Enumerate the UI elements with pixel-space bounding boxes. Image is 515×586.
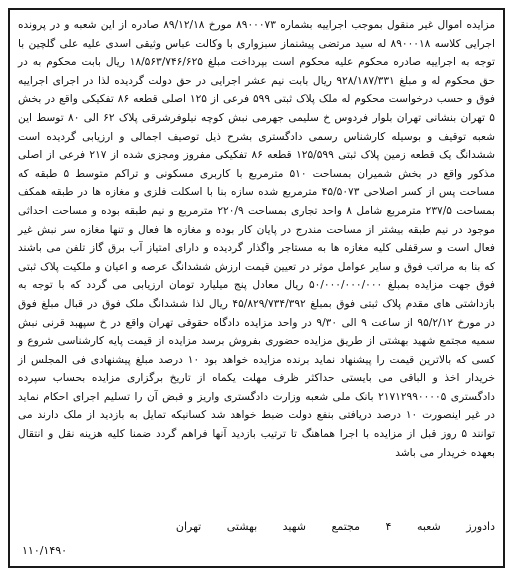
notice-footer <box>18 520 495 564</box>
notice-body: مزایده اموال غیر منقول بموجب اجراییه بشماره ۸۹۰۰۰۷۳ مورخ ۸۹/۱۲/۱۸ صادره از این شعبه و در پرونده اجرایی کلاسه ۸۹۰۰۰۱۸ له سید مرتضی پیشنماز سبزواری با وکالت عباس وثیقی اسدی علیه علی گلچین با توجه به اجراییه صادره محکوم علیه محکوم است بپرداخت مبلغ ۱۸/۵۶۳/۷۴۶/۶۲۵ ریال بابت محکوم به در حق محکوم له و مبلغ ۹۲۸/۱۸۷/۳۳۱ ریال بابت نیم عشر اجرایی در حق دولت گردیده لذا در اجرای اجراییه فوق و حسب درخواست محکوم له ملک پلاک ثبتی ۵۹۹ فرعی از ۱۲۵ اصلی قطعه ۸۶ تفکیکی واقع در بخش ۵ تهران بنشانی تهران بلوار فردوس خ سلیمی جهرمی نبش کوچه نیلوفرشرقی پلاک ۶۲ الی ۸۰ توسط این شعبه توقیف و بوسیله کارشناس رسمی دادگستری بشرح ذیل توصیف اجمالی و ارزیابی گردیده است ششدانگ یک قطعه زمین پلاک ثبتی ۱۲۵/۵۹۹ قطعه ۸۶ تفکیکی مفروز ومجزی شده از ۲۱۷ فرعی از اصلی مذکور واقع در بخش شمیران بمساحت ۵۱۰ مترمربع با کاربری مسکونی و تراکم متوسط ۵ طبقه که مساحت پس از کسر اصلاحی ۴۵/۵۰۷۳ مترمربع شده سازه بنا با اسکلت فلزی و مغازه ها در طبقه همکف بمساحت ۲۳۷/۵ مترمربع شامل ۸ واحد تجاری بمساحت ۲۲۰/۹ مترمربع و نیم طبقه بوده و مساحت احداثی موجود در نیم طبقه بیشتر از مساحت مندرج در پایان کار بوده و مغازه ها فعال و تنها مغازه سر نبش غیر فعال است و سرقفلی کلیه مغازه ها به مستاجر واگذار گردیده و دارای امتیاز آب برق گاز تلفن می باشند که بنا به مراتب فوق و سایر عوامل موثر در تعیین قیمت ارزش ششدانگ عرصه و اعیان و ملکیت پلاک ثبتی فوق جهت مزایده بمبلغ ۵۰/۰۰۰/۰۰۰/۰۰۰ ریال معادل پنج میلیارد تومان ارزیابی می گردد که با توجه به بازداشتی های مقدم پلاک ثبتی فوق بمبلغ ۴۵/۸۲۹/۷۳۴/۳۹۲ ریال لذا ششدانگ ملک فوق در قبال مبلغ فوق در مورخ ۹۵/۲/۱۲ از ساعت ۹ الی ۹/۳۰ در واحد مزایده دادگاه حقوقی تهران واقع در خ سپهبد قرنی نبش سمیه مجتمع شهید بهشتی از طریق مزایده حضوری بفروش برسد مزایده از قیمت پایه کارشناسی شروع و کسی که بالاترین قیمت را پیشنهاد نماید برنده مزایده خواهد بود ۱۰ درصد مبلغ پیشنهادی فی المجلس از خریدار اخذ و الباقی می بایستی حداکثر ظرف مهلت یکماه از تاریخ برگزاری مزایده بحساب سپرده دادگستری ۲۱۷۱۲۹۹۰۰۰۰۵ بانک ملی شعبه وزارت دادگستری واریز و قبض آن را تسلیم اجرای احکام نماید در غیر اینصورت ۱۰ درصد دریافتی بنفع دولت ضبط خواهد شد کسانیکه تمایل به بازدید از ملک دارند می توانند ۵ روز قبل از مزایده با اجرا هماهنگ تا ترتیب بازدید آنها فراهم گردد ضمنا کلیه هزینه نقل و انتقال بعهده خریدار می باشد <box>18 19 496 459</box>
reference-number: ۱۱۰/۱۴۹۰ <box>22 544 68 557</box>
signature-line: دادورز شعبه ۴ مجتمع شهید بهشتی تهران <box>175 520 495 533</box>
legal-notice <box>8 8 505 568</box>
